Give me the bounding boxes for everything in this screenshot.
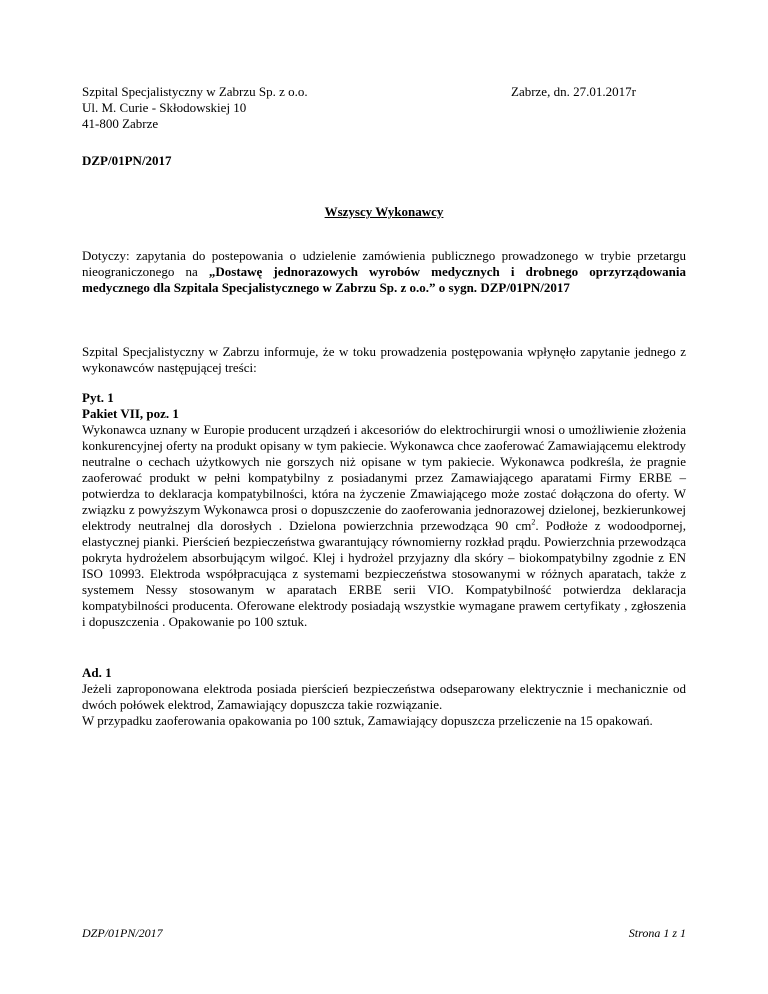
subject-title: „Dostawę jednorazowych wyrobów medycznych i drobnego oprzyrządowania medycznego dla Szpitala Specjalistycznego w Zabrzu Sp. z o.o.”: [82, 264, 686, 295]
question-label: Pyt. 1: [82, 390, 114, 405]
footer-page-number: Strona 1 z 1: [628, 926, 686, 940]
footer-signature: DZP/01PN/2017: [82, 926, 163, 940]
answer-paragraph-2: W przypadku zaoferowania opakowania po 100 sztuk, Zamawiający dopuszcza przeliczenie na 15 opakowań.: [82, 713, 653, 728]
subject-prefix: Dotyczy: zapytania do postepowania o udzielenie zamówienia publicznego prowadzonego w trybie przetargu nieograniczonego na: [82, 248, 686, 279]
question-package: Pakiet VII, poz. 1: [82, 406, 179, 421]
addressee-text: Wszyscy Wykonawcy: [324, 204, 444, 219]
answer-label: Ad. 1: [82, 665, 112, 680]
subject-suffix: o sygn.: [435, 280, 481, 295]
question-text-part2: . Podłoże z wodoodpornej, elastycznej pianki. Pierścień bezpieczeństwa gwarantujący równomierny rozkład prądu. Powierzchnia przewodząca pokryta hydrożelem absorbującym wilgoć. Klej i hydrożel przyjazny dla skóry – biokompatybilny zgodnie z EN ISO 10993. Elektroda współpracująca z systemami bezpieczeństwa stosowanymi w różnych aparatach, także z systemem Nessy stosowanym w aparatach ERBE serii VIO. Kompatybilność potwierdza deklaracja kompatybilności producenta. Oferowane elektrody posiadają wszystkie wymagane prawem certyfikaty , zgłoszenia i dopuszczenia . Opakowanie po 100 sztuk.: [82, 518, 686, 629]
question-text: [82, 422, 686, 630]
document-date: Zabrze, dn. 27.01.2017r: [511, 84, 636, 99]
sender-name: Szpital Specjalistyczny w Zabrzu Sp. z o.o.: [82, 84, 308, 99]
sender-city: 41-800 Zabrze: [82, 116, 159, 131]
subject-signature: DZP/01PN/2017: [480, 280, 570, 295]
subject-paragraph: [82, 248, 686, 296]
sender-street: Ul. M. Curie - Skłodowskiej 10: [82, 100, 247, 115]
superscript-two: 2: [531, 517, 536, 527]
intro-paragraph: Szpital Specjalistyczny w Zabrzu informuje, że w toku prowadzenia postępowania wpłynęło zapytanie jednego z wykonawców następującej treści:: [82, 344, 686, 375]
question-section: [82, 390, 686, 630]
question-text-part1: Wykonawca uznany w Europie producent urządzeń i akcesoriów do elektrochirurgii wnosi o umożliwienie złożenia konkurencyjnej oferty na produkt opisany w tym pakiecie. Wykonawca chce zaoferować Zamawiającemu elektrody neutralne o cechach użytkowych nie gorszych niż opisane w tym pakiecie. Wykonawca podkreśla, że pragnie zaoferować produkt w pełni kompatybilny z posiadanymi przez Zamawiającego aparatami Firmy ERBE – potwierdza to deklaracja kompatybilności, która na życzenie Zmawiającego może zostać dołączona do oferty. W związku z powyższym Wykonawca prosi o dopuszczenie do zaoferowania jednorazowej dzielonej, bezkierunkowej elektrody neutralnej dla dorosłych . Dzielona powierzchnia przewodząca 90 cm: [82, 422, 686, 533]
answer-section: [82, 665, 686, 729]
sender-address: [82, 84, 412, 132]
addressee-heading: [0, 204, 768, 220]
answer-paragraph-1: Jeżeli zaproponowana elektroda posiada pierścień bezpieczeństwa odseparowany elektrycznie i mechanicznie od dwóch połówek elektrod, Zamawiający dopuszcza takie rozwiązanie.: [82, 681, 686, 712]
case-signature: DZP/01PN/2017: [82, 153, 172, 168]
